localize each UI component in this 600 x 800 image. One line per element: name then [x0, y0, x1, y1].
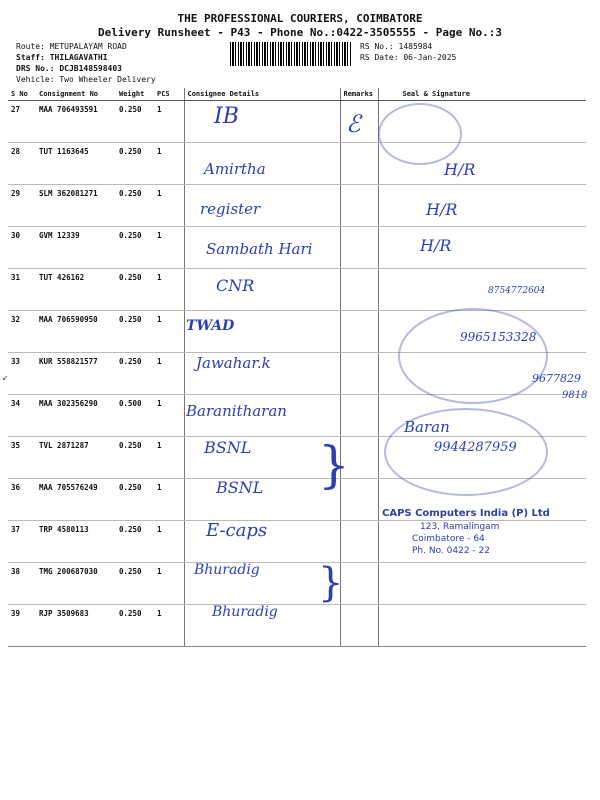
sno-cell: 39	[8, 605, 36, 647]
consignee-handwriting: TWAD	[186, 318, 235, 334]
sno-cell: 27	[8, 101, 36, 143]
barcode	[230, 42, 352, 66]
seal-cell	[378, 269, 586, 311]
pcs-cell: 1	[154, 521, 184, 563]
sno-cell: 38	[8, 563, 36, 605]
consignment-cell: TRP 4580113	[36, 521, 116, 563]
consignment-cell: SLM 362081271	[36, 185, 116, 227]
seal-stamp	[398, 308, 548, 404]
sno-cell: 32	[8, 311, 36, 353]
seal-cell	[378, 605, 586, 647]
weight-cell: 0.250	[116, 563, 154, 605]
rs-date: RS Date: 06-Jan-2025	[360, 53, 457, 62]
pcs-cell: 1	[154, 185, 184, 227]
signature-handwriting: H/R	[444, 160, 476, 179]
sno-cell: 33	[8, 353, 36, 395]
consignee-handwriting: Sambath Hari	[206, 240, 313, 258]
company-stamp-city: Coimbatore - 64	[412, 534, 485, 544]
signature-handwriting: 9944287959	[434, 440, 517, 455]
consignment-cell: MAA 302356290	[36, 395, 116, 437]
signature-handwriting: H/R	[420, 236, 452, 255]
vehicle-label: Vehicle: Two Wheeler Delivery	[16, 75, 156, 84]
rs-number: RS No.: 1485984	[360, 42, 433, 51]
signature-handwriting: H/R	[426, 200, 458, 219]
company-title: THE PROFESSIONAL COURIERS, COIMBATORE	[177, 12, 423, 25]
company-stamp-phone: Ph. No. 0422 - 22	[412, 546, 490, 556]
table-row	[8, 563, 586, 605]
col-header-consignment: Consignment No	[36, 88, 116, 101]
weight-cell: 0.250	[116, 479, 154, 521]
runsheet-title: Delivery Runsheet - P43 - Phone No.:0422-3505555 - Page No.:3	[98, 26, 502, 39]
consignment-cell: MAA 706590950	[36, 311, 116, 353]
consignee-handwriting: Jawahar.k	[196, 354, 271, 372]
signature-handwriting: Baran	[404, 418, 450, 436]
remarks-cell	[340, 269, 378, 311]
consignee-cell	[184, 269, 340, 311]
remarks-cell	[340, 311, 378, 353]
table-row	[8, 605, 586, 647]
consignment-cell: TVL 2871287	[36, 437, 116, 479]
remarks-cell	[340, 521, 378, 563]
weight-cell: 0.250	[116, 437, 154, 479]
consignee-handwriting: Bhuradig	[212, 604, 278, 620]
margin-mark: ↙	[2, 372, 9, 383]
remarks-scribble: ℰ	[346, 110, 361, 138]
pcs-cell: 1	[154, 353, 184, 395]
sno-cell: 37	[8, 521, 36, 563]
consignee-handwriting: BSNL	[204, 438, 252, 457]
consignee-handwriting: CNR	[216, 276, 255, 295]
pcs-cell: 1	[154, 563, 184, 605]
weight-cell: 0.250	[116, 185, 154, 227]
weight-cell: 0.500	[116, 395, 154, 437]
consignment-cell: TUT 426162	[36, 269, 116, 311]
remarks-cell	[340, 395, 378, 437]
pcs-cell: 1	[154, 143, 184, 185]
pcs-cell: 1	[154, 227, 184, 269]
remarks-cell	[340, 563, 378, 605]
signature-handwriting: 9677829	[532, 372, 581, 385]
company-stamp-address: 123, Ramalingam	[420, 522, 500, 532]
bracket-mark: }	[318, 560, 344, 606]
table-row	[8, 143, 586, 185]
sno-cell: 35	[8, 437, 36, 479]
table-row	[8, 101, 586, 143]
consignment-cell: MAA 705576249	[36, 479, 116, 521]
sno-cell: 29	[8, 185, 36, 227]
seal-stamp	[378, 103, 462, 165]
consignment-cell: GVM 12339	[36, 227, 116, 269]
seal-cell	[378, 227, 586, 269]
col-header-consignee: Consignee Details	[184, 88, 340, 101]
consignee-handwriting: IB	[214, 104, 239, 129]
sno-cell: 28	[8, 143, 36, 185]
pcs-cell: 1	[154, 437, 184, 479]
consignment-cell: RJP 3509683	[36, 605, 116, 647]
consignment-cell: TMG 200687030	[36, 563, 116, 605]
table-row	[8, 185, 586, 227]
col-header-remarks: Remarks	[340, 88, 378, 101]
pcs-cell: 1	[154, 269, 184, 311]
col-header-pcs: PCS	[154, 88, 184, 101]
weight-cell: 0.250	[116, 143, 154, 185]
remarks-cell	[340, 185, 378, 227]
col-header-weight: Weight	[116, 88, 154, 101]
sno-cell: 36	[8, 479, 36, 521]
weight-cell: 0.250	[116, 353, 154, 395]
table-header-row	[8, 88, 586, 101]
consignee-handwriting: Baranitharan	[186, 402, 287, 420]
consignee-handwriting: BSNL	[216, 478, 264, 497]
weight-cell: 0.250	[116, 605, 154, 647]
seal-cell	[378, 185, 586, 227]
consignment-cell: KUR 558821577	[36, 353, 116, 395]
company-stamp-name: CAPS Computers India (P) Ltd	[382, 508, 550, 519]
signature-handwriting: 8754772604	[488, 286, 546, 296]
seal-cell	[378, 563, 586, 605]
bracket-mark: }	[318, 436, 350, 494]
weight-cell: 0.250	[116, 269, 154, 311]
weight-cell: 0.250	[116, 521, 154, 563]
consignee-handwriting: register	[200, 200, 261, 218]
weight-cell: 0.250	[116, 227, 154, 269]
col-header-sno: S No	[8, 88, 36, 101]
staff-label: Staff: THILAGAVATHI	[16, 53, 108, 62]
consignee-handwriting: E-caps	[206, 520, 268, 541]
consignment-cell: MAA 706493591	[36, 101, 116, 143]
remarks-cell	[340, 353, 378, 395]
pcs-cell: 1	[154, 101, 184, 143]
signature-handwriting: 9965153328	[460, 330, 537, 344]
sno-cell: 31	[8, 269, 36, 311]
sno-cell: 34	[8, 395, 36, 437]
signature-handwriting: 9818	[562, 390, 588, 401]
remarks-cell	[340, 605, 378, 647]
consignee-handwriting: Bhuradig	[194, 562, 260, 578]
pcs-cell: 1	[154, 395, 184, 437]
pcs-cell: 1	[154, 605, 184, 647]
weight-cell: 0.250	[116, 101, 154, 143]
sno-cell: 30	[8, 227, 36, 269]
consignee-handwriting: Amirtha	[204, 160, 266, 178]
consignee-cell	[184, 101, 340, 143]
col-header-seal: Seal & Signature	[378, 88, 586, 101]
pcs-cell: 1	[154, 311, 184, 353]
weight-cell: 0.250	[116, 311, 154, 353]
remarks-cell	[340, 227, 378, 269]
consignment-cell: TUT 1163645	[36, 143, 116, 185]
drs-label: DRS No.: DCJB148598403	[16, 64, 122, 73]
remarks-cell	[340, 143, 378, 185]
pcs-cell: 1	[154, 479, 184, 521]
route-label: Route: METUPALAYAM ROAD	[16, 42, 127, 51]
